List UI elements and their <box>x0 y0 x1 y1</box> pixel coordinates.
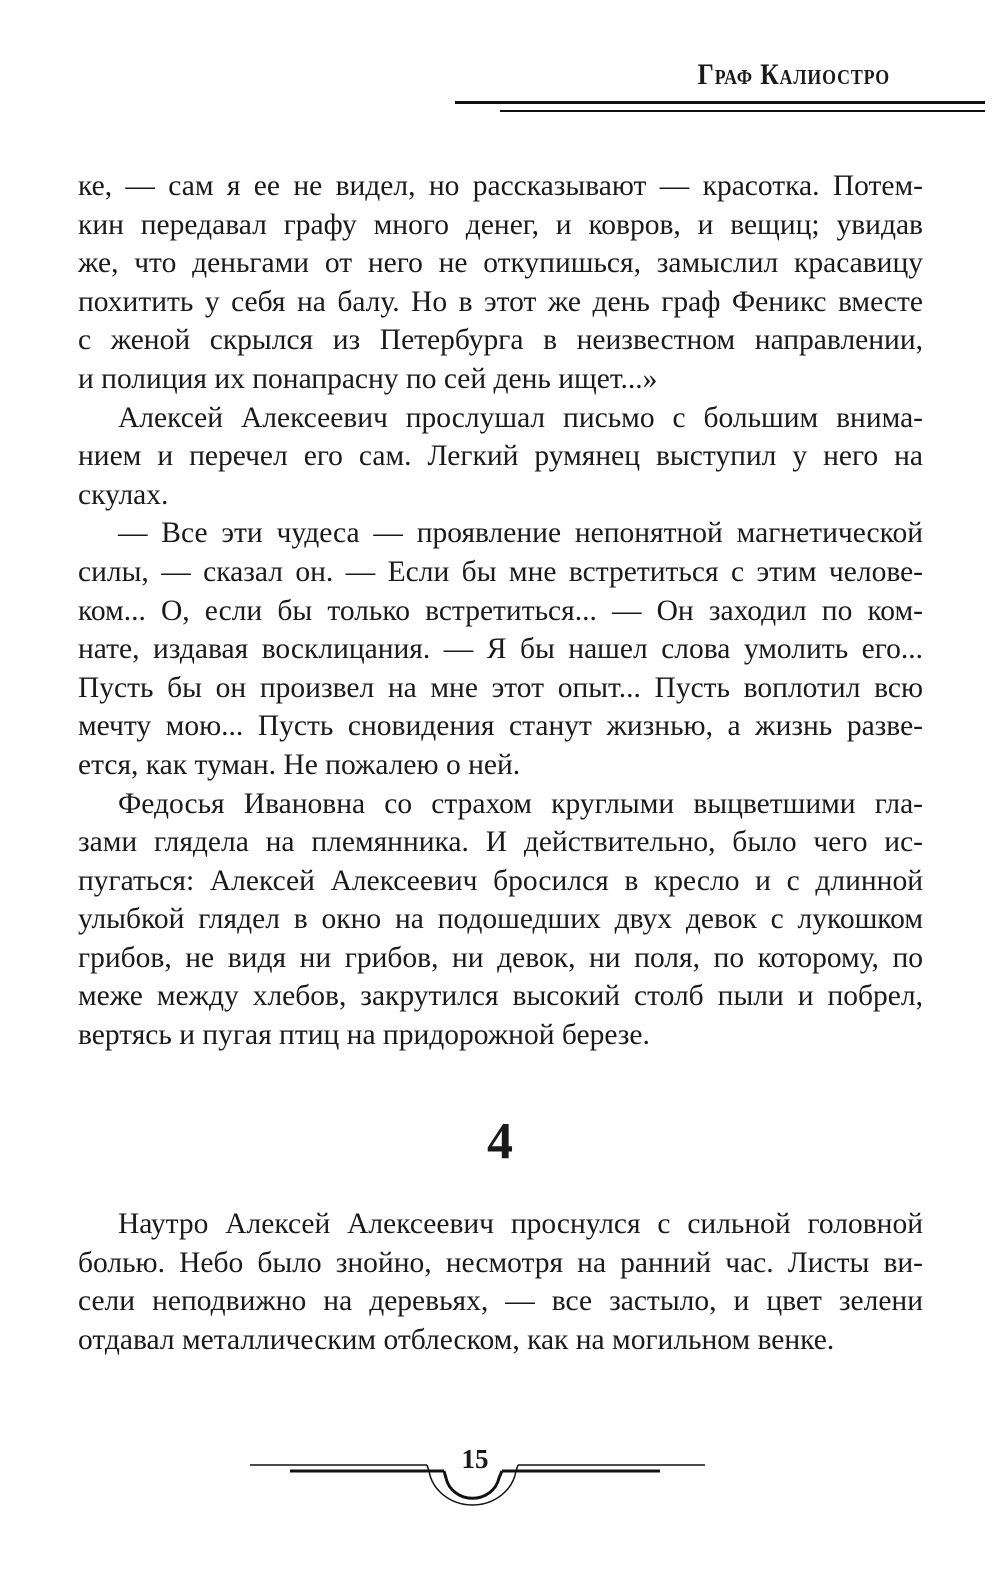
text-line: Алексей Алексеевич прослушал письмо с большим внима- <box>118 401 923 434</box>
text-line: грибов, не видя ни грибов, ни девок, ни поля, по которому, по <box>78 941 923 974</box>
text-line: и полиция их понапрасну по сей день ищет...» <box>78 362 658 395</box>
text-line: — Все эти чудеса — проявление непонятной магнетической <box>118 517 923 550</box>
text-line: вертясь и пугая птиц на придорожной березе. <box>78 1019 650 1052</box>
text-line: кин передавал графу много денег, и ковров, и вещиц; увидав <box>78 208 923 241</box>
text-line: меже между хлебов, закрутился высокий столб пыли и побрел, <box>78 980 923 1013</box>
text-line: улыбкой глядел в окно на подошедших двух девок с лукошком <box>78 903 923 936</box>
text-line: мечту мою... Пусть сновидения станут жизнью, а жизнь разве- <box>78 710 923 743</box>
text-line: зами глядела на племянника. И действительно, было чего ис- <box>78 826 923 859</box>
text-line: ке, — сам я ее не видел, но рассказывают — красотка. Потем- <box>78 170 923 202</box>
text-line: ком... О, если бы только встретиться... — Он заходил по ком- <box>78 594 923 627</box>
text-line: силы, — сказал он. — Если бы мне встретиться с этим челове- <box>78 555 923 588</box>
text-line: ется, как туман. Не пожалею о ней. <box>78 748 521 781</box>
text-line: Федосья Ивановна со страхом круглыми выцветшими гла- <box>118 787 923 820</box>
text-line: Пусть бы он произвел на мне этот опыт... Пусть воплотил всю <box>78 671 923 704</box>
text-line: нием и перечел его сам. Легкий румянец выступил у него на <box>78 440 923 473</box>
text-line: с женой скрылся из Петербурга в неизвестном направлении, <box>78 324 923 357</box>
text-line: отдавал металлическим отблеском, как на могильном венке. <box>78 1323 835 1356</box>
chapter-number: 4 <box>487 1113 513 1170</box>
text-line: пугаться: Алексей Алексеевич бросился в кресло и с длинной <box>78 864 923 897</box>
text-line: Наутро Алексей Алексеевич проснулся с сильной головной <box>118 1208 923 1240</box>
text-line: похитить у себя на балу. Но в этот же день граф Феникс вместе <box>78 285 923 318</box>
running-title: Граф Калиостро <box>697 58 890 91</box>
text-line: скулах. <box>78 478 169 511</box>
page-number: 15 <box>461 1444 489 1474</box>
text-line: нате, издавая восклицания. — Я бы нашел слова умолить его... <box>78 633 923 666</box>
text-line: же, что деньгами от него не откупишься, замыслил красавицу <box>78 247 923 280</box>
text-line: сели неподвижно на деревьях, — все застыло, и цвет зелени <box>78 1285 923 1318</box>
text-line: болью. Небо было знойно, несмотря на ранний час. Листы ви- <box>78 1246 923 1279</box>
